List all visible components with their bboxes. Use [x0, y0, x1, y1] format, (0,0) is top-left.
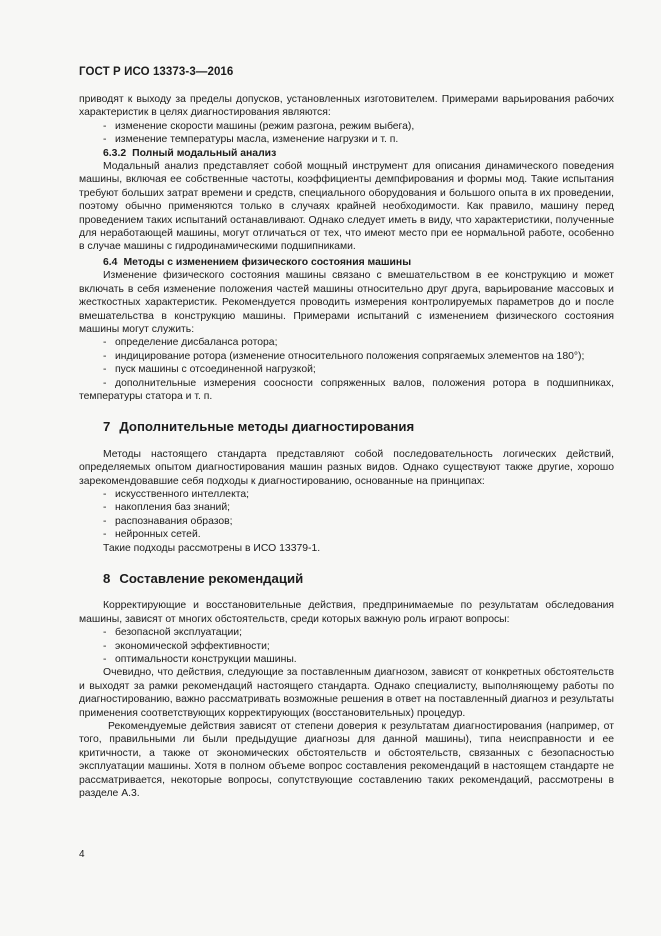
- section-heading-8: 8 Составление рекомендаций: [103, 571, 304, 586]
- list-item: - индицирование ротора (изменение относительного положения сопрягаемых элементов на 180°);: [103, 350, 585, 362]
- section-heading-7: 7 Дополнительные методы диагностирования: [103, 419, 415, 435]
- list-item: - искусственного интеллекта;: [103, 488, 250, 500]
- list-item: - безопасной эксплуатации;: [103, 627, 242, 639]
- paragraph: Очевидно, что действия, следующие за поставленным диагнозом, зависят от конкретных обстоятельств и выходят за рамки рекомендаций настоящего стандарта. Однако специалисту, выполняющему работы по диагностированию, важно рассматривать возможные решения в ответ на поставленный диагноз и результаты применения соответствующих корректирующих (восстановительных) процедур.: [79, 667, 614, 719]
- page-body: [79, 93, 614, 801]
- paragraph: Корректирующие и восстановительные действия, предпринимаемые по результатам обследования машины, зависят от многих обстоятельств, среди которых важную роль играют вопросы:: [79, 600, 614, 625]
- paragraph: Изменение физического состояния машины связано с вмешательством в ее конструкцию и может включать в себя изменение положения частей машины относительно друг друга, варьирование массовых и жесткостных характеристик. Рекомендуется проводить измерения контролируемых параметров до и после вмешательства в конструкцию машины. Примерами испытаний с изменением физического состояния машины могут служить:: [79, 270, 614, 335]
- list-item: - пуск машины с отсоединенной нагрузкой;: [103, 364, 316, 376]
- list-item: - определение дисбаланса ротора;: [103, 337, 278, 349]
- list-item: - нейронных сетей.: [103, 529, 201, 541]
- paragraph: Модальный анализ представляет собой мощный инструмент для описания динамического поведения машины, включая ее собственные частоты, коэффициенты демпфирования и формы мод. Такие испытания требуют больших затрат времени и средств, специального оборудования и большого опыта в их проведении, поэтому обычно применяются только в случаях крайней необходимости. Как правило, машину перед проведением таких испытаний останавливают. Однако следует иметь в виду, что характеристики, полученные для неработающей машины, могут отличаться от тех, что имеют место при ее нормальной работе, особенно в случае машины с гидродинамическими подшипниками.: [79, 161, 614, 253]
- section-heading-6-3-2: 6.3.2 Полный модальный анализ: [103, 147, 277, 159]
- paragraph: приводят к выходу за пределы допусков, установленных изготовителем. Примерами варьирования рабочих характеристик в целях диагностирования являются:: [79, 94, 614, 119]
- section-heading-6-4: 6.4 Методы с изменением физического состояния машины: [103, 256, 412, 268]
- standard-header: ГОСТ Р ИСО 13373-3—2016: [79, 66, 234, 78]
- list-item: - дополнительные измерения соосности сопряженных валов, положения ротора в подшипниках, температуры статора и т. п.: [79, 377, 614, 402]
- page-number: 4: [79, 849, 85, 860]
- paragraph: Методы настоящего стандарта представляют собой последовательность логических действий, определяемых опытом диагностирования машин разных видов. Однако существуют также другие, хорошо зарекомендовавшие себя подходы к диагностированию, основанные на принципах:: [79, 448, 614, 487]
- list-item: - распознавания образов;: [103, 515, 233, 527]
- list-item: - оптимальности конструкции машины.: [103, 654, 297, 666]
- list-item: - экономической эффективности;: [103, 640, 270, 652]
- paragraph: Рекомендуемые действия зависят от степени доверия к результатам диагностирования (например, от того, правильными ли были предыдущие диагнозы для данной машины), типа неисправности и ее критичности, а также от экономических обстоятельств и обстоятельств, связанных с безопасностью эксплуатации машины. Хотя в полном объеме вопрос составления рекомендаций в настоящем стандарте не рассматривается, некоторые вопросы, сопутствующие составлению таких рекомендаций, рассмотрены в разделе А.3.: [79, 721, 614, 800]
- list-item: - изменение температуры масла, изменение нагрузки и т. п.: [103, 134, 399, 146]
- list-item: - изменение скорости машины (режим разгона, режим выбега),: [103, 120, 415, 132]
- list-item: - накопления баз знаний;: [103, 502, 231, 514]
- paragraph: Такие подходы рассмотрены в ИСО 13379-1.: [103, 542, 321, 554]
